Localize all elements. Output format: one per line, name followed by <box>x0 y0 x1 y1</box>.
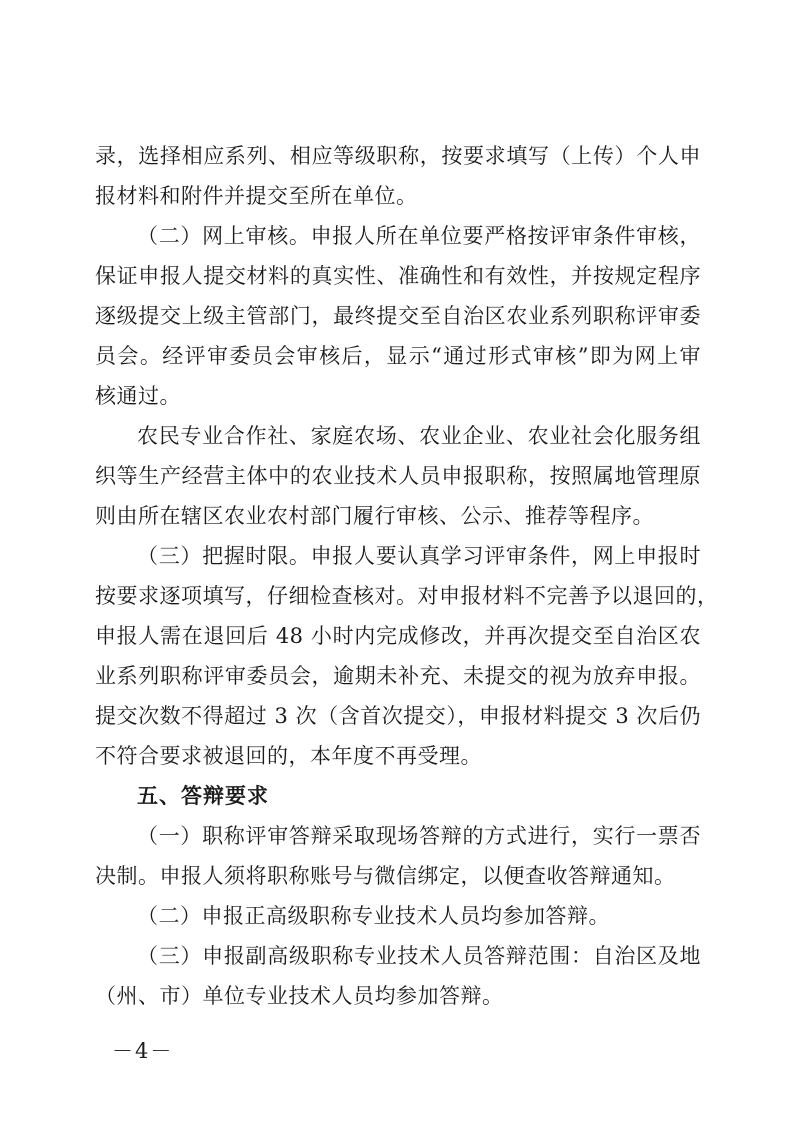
paragraph-line: 则由所在辖区农业农村部门履行审核、公示、推荐等程序。 <box>95 504 654 528</box>
paragraph-line: 织等生产经营主体中的农业技术人员申报职称，按照属地管理原 <box>95 464 701 488</box>
paragraph-line: 不符合要求被退回的，本年度不再受理。 <box>95 744 482 768</box>
paragraph-line: 按要求逐项填写，仔细检查核对。对申报材料不完善予以退回的， <box>95 584 719 608</box>
paragraph-line: 决制。申报人须将职称账号与微信绑定，以便查收答辩通知。 <box>95 864 676 888</box>
paragraph-line: （州、市）单位专业技术人员均参加答辩。 <box>95 984 504 1008</box>
paragraph-line: （三）申报副高级职称专业技术人员答辩范围：自治区及地 <box>137 944 701 968</box>
paragraph-line: 申报人需在退回后 48 小时内完成修改，并再次提交至自治区农 <box>95 624 701 648</box>
paragraph-line: （一）职称评审答辩采取现场答辩的方式进行，实行一票否 <box>137 824 701 848</box>
paragraph-line: （三）把握时限。申报人要认真学习评审条件，网上申报时 <box>137 544 701 568</box>
page-number: －4－ <box>112 1039 174 1063</box>
paragraph-line: （二）申报正高级职称专业技术人员均参加答辩。 <box>137 904 610 928</box>
paragraph-line: 录，选择相应系列、相应等级职称，按要求填写（上传）个人申 <box>95 144 701 168</box>
paragraph-line: 提交次数不得超过 3 次（含首次提交），申报材料提交 3 次后仍 <box>95 704 701 728</box>
paragraph-line: 核通过。 <box>95 384 181 408</box>
paragraph-line: 保证申报人提交材料的真实性、准确性和有效性，并按规定程序 <box>95 264 701 288</box>
paragraph-line: （二）网上审核。申报人所在单位要严格按评审条件审核， <box>137 224 701 248</box>
paragraph-line: 农民专业合作社、家庭农场、农业企业、农业社会化服务组 <box>137 424 701 448</box>
paragraph-line: 业系列职称评审委员会，逾期未补充、未提交的视为放弃申报。 <box>95 664 701 688</box>
paragraph-line: 报材料和附件并提交至所在单位。 <box>95 184 418 208</box>
section-heading: 五、答辩要求 <box>137 784 269 808</box>
paragraph-line: 逐级提交上级主管部门，最终提交至自治区农业系列职称评审委 <box>95 304 701 328</box>
paragraph-line: 员会。经评审委员会审核后，显示“通过形式审核”即为网上审 <box>95 344 701 368</box>
